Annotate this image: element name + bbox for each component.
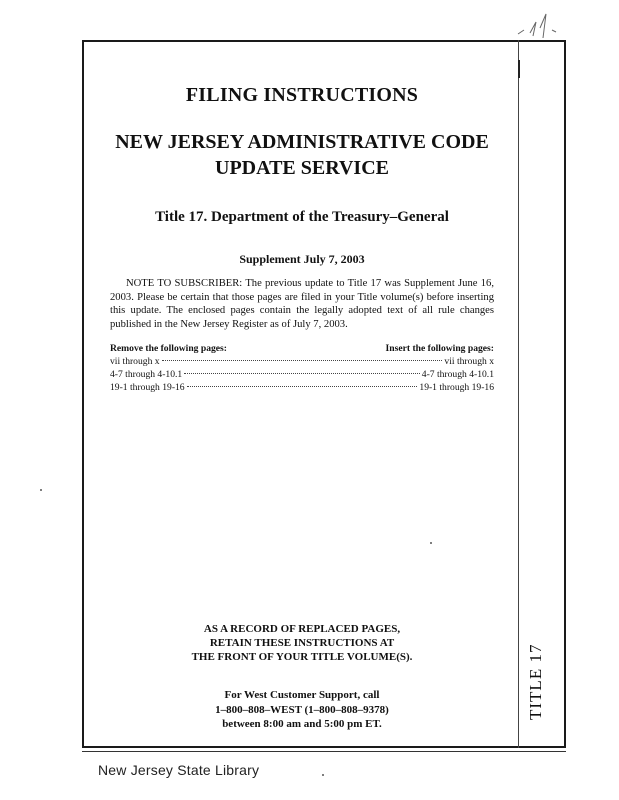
pages-table	[110, 342, 494, 394]
table-row	[110, 368, 494, 381]
leader-dots	[184, 373, 420, 374]
subscriber-note: NOTE TO SUBSCRIBER: The previous update to Title 17 was Supplement June 16, 2003. Please be certain that those pages are filed in your Title volume(s) before inserting this update. The enclosed pages contain the legally adopted text of all rule changes published in the New Jersey Register as of July 7, 2003.	[110, 278, 494, 330]
insert-pages: 4-7 through 4-10.1	[421, 369, 494, 380]
remove-pages: 19-1 through 19-16	[110, 382, 185, 393]
title-tab-label: TITLE 17	[526, 643, 545, 720]
insert-pages: 19-1 through 19-16	[419, 382, 494, 393]
library-stamp: New Jersey State Library	[98, 762, 260, 778]
frame-bottom-rule	[82, 751, 566, 752]
support-line1: For West Customer Support, call	[224, 689, 380, 701]
pages-table-header	[110, 342, 494, 355]
table-row	[110, 381, 494, 394]
customer-support-info	[110, 688, 494, 732]
code-title-line2: UPDATE SERVICE	[215, 157, 389, 179]
insert-pages: vii through x	[444, 356, 494, 367]
scan-speck	[40, 489, 42, 491]
supplement-date: Supplement July 7, 2003	[239, 252, 365, 266]
title-heading: Title 17. Department of the Treasury–General	[155, 209, 449, 225]
tab-top-tick	[518, 60, 520, 78]
table-row	[110, 355, 494, 368]
remove-header: Remove the following pages:	[110, 343, 227, 354]
scan-speck	[430, 542, 432, 544]
support-hours: between 8:00 am and 5:00 pm ET.	[222, 718, 382, 730]
record-line1: AS A RECORD OF REPLACED PAGES,	[203, 623, 401, 635]
instructions-content	[110, 84, 494, 394]
leader-dots	[162, 360, 443, 361]
leader-dots	[187, 386, 418, 387]
page-title: FILING INSTRUCTIONS	[185, 84, 419, 106]
code-title-line1: NEW JERSEY ADMINISTRATIVE CODE	[115, 131, 489, 153]
code-title	[110, 129, 494, 181]
remove-pages: 4-7 through 4-10.1	[110, 369, 183, 380]
tab-divider-line	[518, 40, 519, 748]
record-instructions	[110, 622, 494, 664]
record-line3: THE FRONT OF YOUR TITLE VOLUME(S).	[191, 651, 413, 663]
remove-pages: vii through x	[110, 356, 160, 367]
support-phone: 1–800–808–WEST (1–800–808–9378)	[215, 703, 389, 716]
record-line2: RETAIN THESE INSTRUCTIONS AT	[209, 637, 395, 649]
pen-scribble-mark	[500, 8, 570, 42]
insert-header: Insert the following pages:	[385, 343, 494, 354]
scan-speck	[322, 774, 324, 776]
